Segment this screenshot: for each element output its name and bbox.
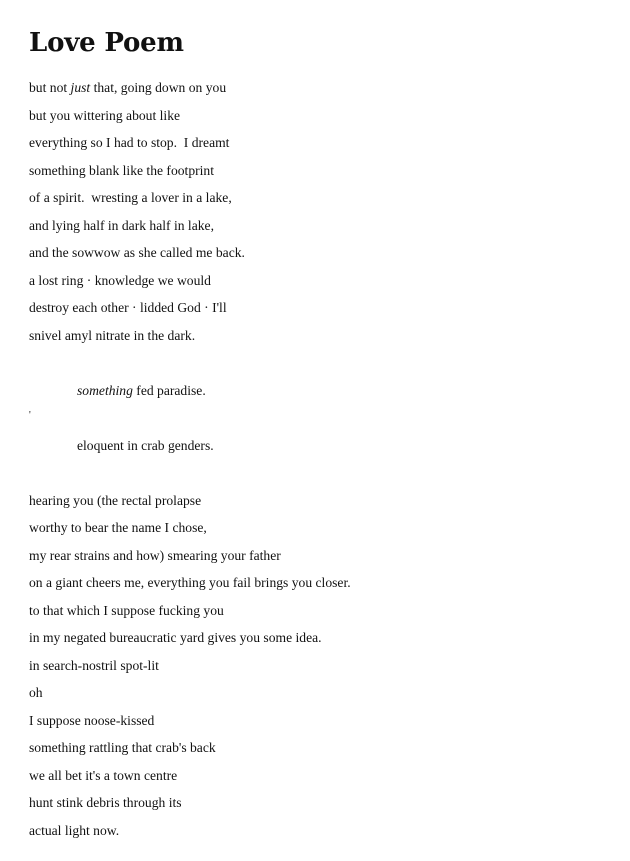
poem-line: worthy to bear the name I chose, xyxy=(29,520,207,535)
poem-line: in search-nostril spot-lit xyxy=(29,657,159,673)
poem-line: actual light now. xyxy=(29,822,120,838)
stray-mark: ' xyxy=(29,410,31,421)
poem-line: something rattling that crab's back xyxy=(29,740,216,755)
poem-line: destroy each other · lidded God · I'll xyxy=(29,300,227,315)
poem-line: hunt stink debris through its xyxy=(29,795,182,810)
poem-line: eloquent in crab genders. xyxy=(77,437,214,453)
poem-line: and the sowwow as she called me back. xyxy=(29,245,245,260)
poem-line: hearing you (the rectal prolapse xyxy=(29,492,202,508)
stanza-break xyxy=(29,353,609,381)
stanza-break xyxy=(29,463,609,491)
poem-line: oh xyxy=(29,685,43,700)
poem-line: and lying half in dark half in lake, xyxy=(29,217,214,233)
poem-line: in my negated bureaucratic yard gives you some idea. xyxy=(29,630,322,645)
poem-body xyxy=(29,78,609,848)
poem-line: on a giant cheers me, everything you fail brings you closer. xyxy=(29,575,351,590)
poem-line: everything so I had to stop. I dreamt xyxy=(29,135,230,150)
poem-line: we all bet it's a town centre xyxy=(29,767,178,783)
poem-line: something fed paradise. xyxy=(77,382,206,398)
poem-line: something blank like the footprint xyxy=(29,162,214,178)
poem-line: snivel amyl nitrate in the dark. xyxy=(29,327,196,343)
poem-line: but you wittering about like xyxy=(29,107,181,123)
poem-line: of a spirit. wresting a lover in a lake, xyxy=(29,190,232,205)
poem-line: a lost ring · knowledge we would xyxy=(29,272,211,288)
poem-line: to that which I suppose fucking you xyxy=(29,602,224,618)
poem-line: I suppose noose-kissed xyxy=(29,712,155,728)
poem-line: but not just that, going down on you xyxy=(29,80,227,95)
poem-line: my rear strains and how) smearing your father xyxy=(29,547,281,563)
poem-title: Love Poem xyxy=(29,28,184,58)
